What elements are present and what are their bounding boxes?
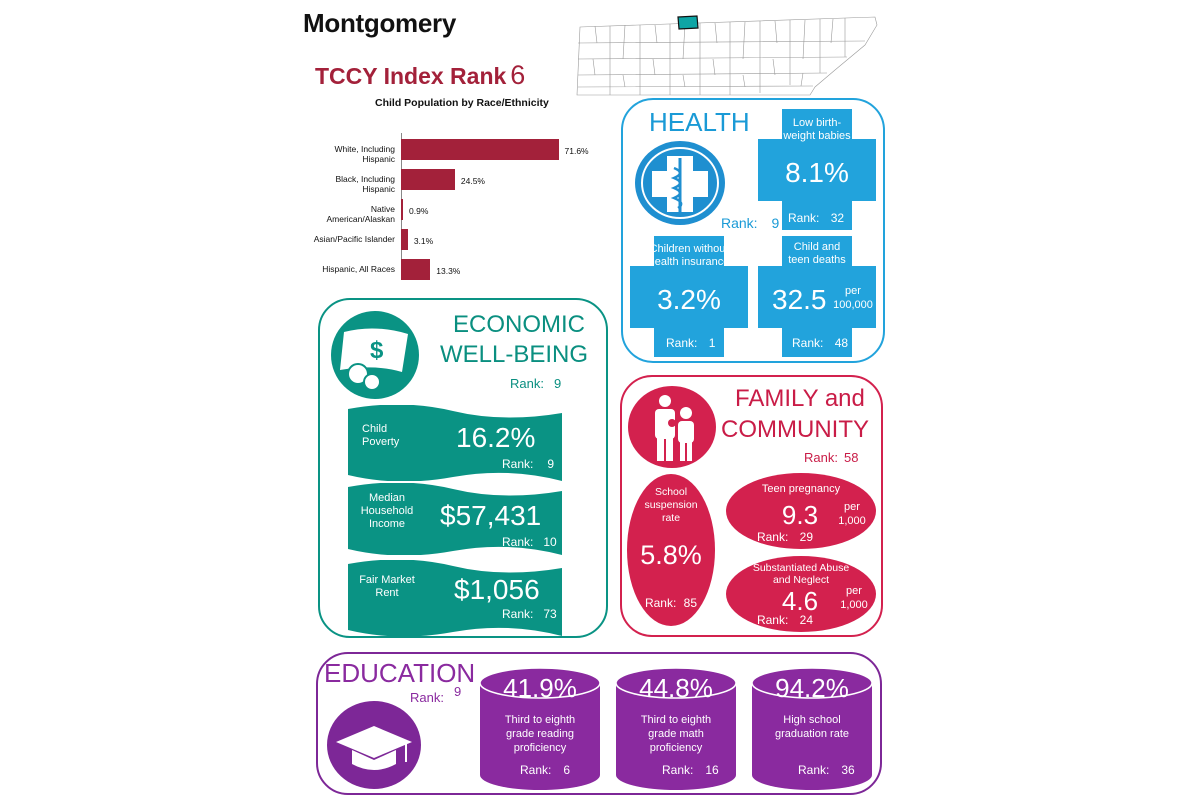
reading-label: Third to eighth grade reading proficiency bbox=[504, 714, 576, 754]
bar bbox=[401, 199, 403, 220]
income-rank: Rank: 10 bbox=[502, 535, 557, 549]
family-icon bbox=[627, 385, 717, 469]
bar-label: Hispanic, All Races bbox=[322, 264, 395, 274]
math-rank: Rank: 16 bbox=[662, 763, 719, 777]
suspension-label: School suspension rate bbox=[644, 486, 698, 524]
teen-preg-value: 9.3 bbox=[781, 500, 819, 530]
low-birth-weight-cross bbox=[758, 109, 876, 230]
health-rank-label: Rank: bbox=[721, 215, 758, 231]
family-rank: Rank: 58 bbox=[804, 450, 859, 465]
uninsured-label: Children without health insurance bbox=[648, 243, 730, 268]
bar-value-label: 0.9% bbox=[409, 206, 429, 216]
index-rank bbox=[315, 60, 525, 91]
low-birth-value: 8.1% bbox=[785, 157, 849, 188]
economic-title-1: ECONOMIC bbox=[453, 311, 585, 338]
math-value: 44.8% bbox=[639, 673, 713, 703]
bar bbox=[401, 169, 455, 190]
index-rank-value: 6 bbox=[510, 60, 526, 90]
money-coins-icon bbox=[330, 310, 420, 400]
svg-text:$: $ bbox=[370, 337, 384, 364]
graduation-cap-icon bbox=[326, 700, 422, 790]
deaths-value: 32.5 bbox=[772, 284, 827, 315]
bar-value-label: 13.3% bbox=[436, 266, 461, 276]
rent-rank: Rank: 73 bbox=[502, 607, 557, 621]
family-title-2: COMMUNITY bbox=[721, 416, 869, 443]
income-value: $57,431 bbox=[440, 500, 542, 531]
chart-title: Child Population by Race/Ethnicity bbox=[375, 97, 549, 109]
abuse-unit: per 1,000 bbox=[840, 585, 868, 611]
teen-preg-rank: Rank: 29 bbox=[756, 530, 814, 544]
bar-label: Asian/Pacific Islander bbox=[313, 234, 395, 244]
poverty-value: 16.2% bbox=[456, 422, 536, 453]
deaths-label: Child and teen deaths bbox=[788, 241, 846, 266]
health-rank-value: 9 bbox=[771, 215, 780, 231]
bar-value-label: 71.6% bbox=[564, 146, 589, 156]
teen-preg-unit: per 1,000 bbox=[838, 501, 866, 527]
income-label: Median Household Income bbox=[360, 492, 414, 530]
suspension-rank: Rank: 85 bbox=[644, 596, 698, 610]
abuse-label: Substantiated Abuse and Neglect bbox=[752, 562, 850, 586]
economic-title-2: WELL-BEING bbox=[439, 341, 588, 368]
medical-caduceus-icon bbox=[634, 140, 726, 226]
deaths-unit: per 100,000 bbox=[833, 285, 873, 311]
family-title-1: FAMILY and bbox=[735, 385, 865, 412]
uninsured-value: 3.2% bbox=[657, 284, 721, 315]
health-title: HEALTH bbox=[649, 107, 750, 137]
tennessee-county-map-icon bbox=[575, 15, 880, 97]
teen-preg-label: Teen pregnancy bbox=[761, 483, 841, 495]
bar bbox=[401, 229, 408, 250]
deaths-rank: Rank: 48 bbox=[792, 336, 849, 350]
rent-value: $1,056 bbox=[454, 574, 540, 605]
child-teen-deaths-cross bbox=[758, 236, 876, 357]
reading-rank: Rank: 6 bbox=[520, 763, 571, 777]
economic-rank: Rank: 9 bbox=[510, 376, 562, 391]
low-birth-label: Low birth-weight babies bbox=[783, 117, 851, 142]
poverty-rank: Rank: 9 bbox=[502, 457, 555, 471]
bar bbox=[401, 139, 559, 160]
reading-value: 41.9% bbox=[503, 673, 577, 703]
bar-value-label: 24.5% bbox=[460, 176, 485, 186]
math-label: Third to eighth grade math proficiency bbox=[640, 714, 712, 754]
bar-label: Black, Including Hispanic bbox=[335, 174, 395, 194]
education-rank: Rank: 9 bbox=[410, 684, 462, 705]
uninsured-rank: Rank: 1 bbox=[666, 336, 716, 350]
abuse-rank: Rank: 24 bbox=[756, 613, 814, 627]
uninsured-cross bbox=[630, 236, 748, 357]
poverty-label: Child Poverty bbox=[362, 423, 400, 448]
grad-label: High school graduation rate bbox=[775, 714, 849, 740]
abuse-value: 4.6 bbox=[781, 586, 819, 616]
rent-label: Fair Market Rent bbox=[359, 574, 415, 599]
low-birth-rank: Rank: 32 bbox=[788, 211, 845, 225]
grad-value: 94.2% bbox=[775, 673, 849, 703]
bar bbox=[401, 259, 430, 280]
grad-rank: Rank: 36 bbox=[798, 763, 855, 777]
education-title: EDUCATION bbox=[324, 658, 476, 688]
suspension-value: 5.8% bbox=[640, 540, 702, 570]
index-rank-label: TCCY Index Rank bbox=[315, 63, 507, 89]
bar-label: White, Including Hispanic bbox=[334, 144, 395, 164]
bar-label: Native American/Alaskan bbox=[326, 204, 395, 224]
bar-value-label: 3.1% bbox=[413, 236, 434, 246]
county-title: Montgomery bbox=[303, 8, 457, 38]
